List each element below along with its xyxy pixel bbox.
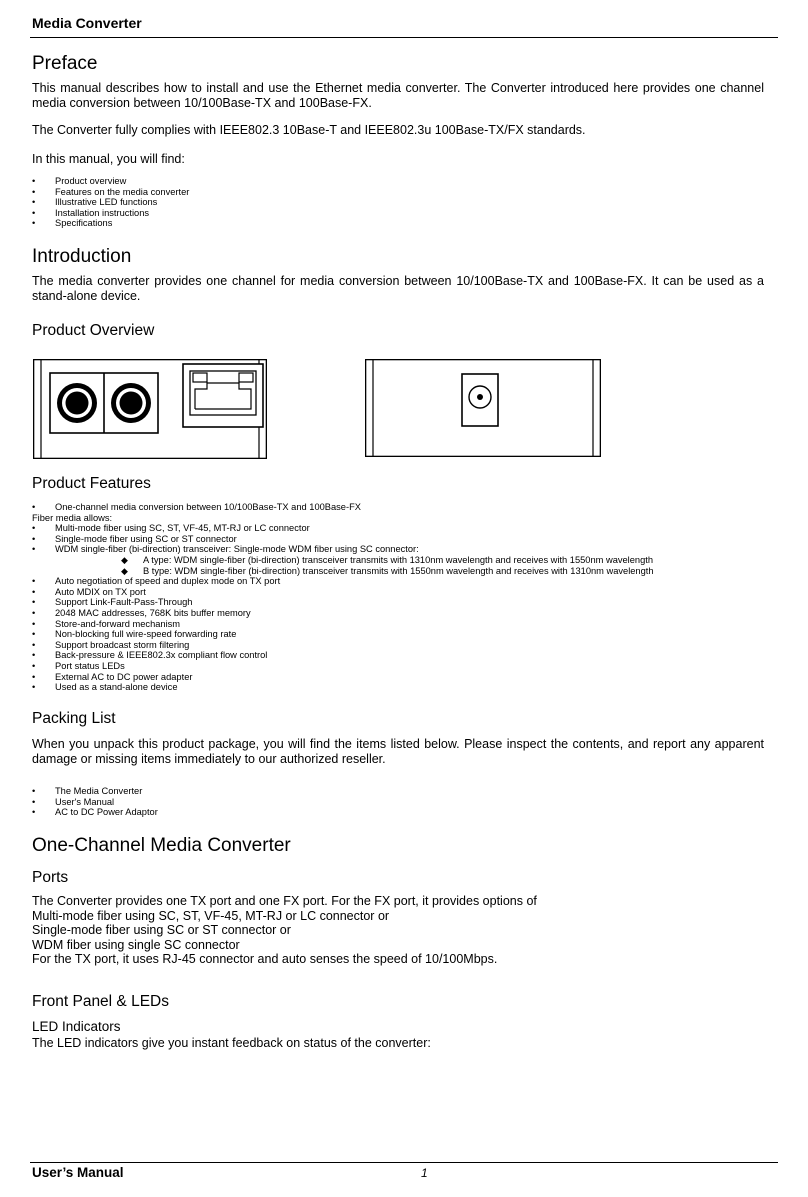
- list-item: • External AC to DC power adapter: [32, 672, 654, 683]
- list-item: • Specifications: [32, 218, 189, 229]
- preface-list: [32, 176, 189, 229]
- list-item: • The Media Converter: [32, 786, 158, 797]
- power-jack-icon: [462, 374, 498, 426]
- one-channel-heading: One-Channel Media Converter: [32, 835, 291, 856]
- list-item: • Features on the media converter: [32, 187, 189, 198]
- list-item: • Auto MDIX on TX port: [32, 587, 654, 598]
- front-panel-illustration: [33, 359, 267, 459]
- led-indicators-subheading: LED Indicators: [32, 1019, 121, 1034]
- packing-list-paragraph: When you unpack this product package, you will find the items listed below. Please inspect the contents, and report any apparent damage or missing items immediately to our authorized reseller.: [32, 737, 764, 766]
- list-item: • Non-blocking full wire-speed forwarding rate: [32, 629, 654, 640]
- list-item: • Product overview: [32, 176, 189, 187]
- packing-items-list: [32, 786, 158, 818]
- preface-paragraph-3: In this manual, you will find:: [32, 152, 185, 166]
- footer-label: User’s Manual: [32, 1165, 124, 1180]
- ports-line: Single-mode fiber using SC or ST connector or: [32, 923, 291, 937]
- list-item: • One-channel media conversion between 10/100Base-TX and 100Base-FX: [32, 502, 654, 513]
- footer-rule: [30, 1162, 778, 1163]
- list-item: • Used as a stand-alone device: [32, 682, 654, 693]
- list-item: ◆ A type: WDM single-fiber (bi-direction) transceiver transmits with 1310nm wavelength and receives with 1550nm wavelength: [32, 555, 654, 566]
- ports-text: [32, 894, 537, 967]
- feature-list: [32, 502, 654, 693]
- ports-line: Multi-mode fiber using SC, ST, VF-45, MT-RJ or LC connector or: [32, 908, 390, 923]
- preface-heading: Preface: [32, 53, 98, 74]
- preface-paragraph-2: The Converter fully complies with IEEE802.3 10Base-T and IEEE802.3u 100Base-TX/FX standards.: [32, 123, 586, 137]
- rear-panel-illustration: [365, 359, 601, 457]
- rj45-port-icon: [183, 364, 263, 427]
- packing-list-heading: Packing List: [32, 710, 116, 727]
- preface-paragraph-1: This manual describes how to install and use the Ethernet media converter. The Converter introduced here provides one channel media conversion between 10/100Base-TX and 100Base-FX.: [32, 81, 764, 110]
- list-item: • Support Link-Fault-Pass-Through: [32, 597, 654, 608]
- list-item: • Installation instructions: [32, 208, 189, 219]
- list-item: • AC to DC Power Adaptor: [32, 807, 158, 818]
- product-overview-heading: Product Overview: [32, 322, 155, 339]
- ports-line: The Converter provides one TX port and one FX port. For the FX port, it provides options of: [32, 894, 537, 908]
- list-item: • Illustrative LED functions: [32, 197, 189, 208]
- ports-line: For the TX port, it uses RJ-45 connector and auto senses the speed of 10/100Mbps.: [32, 952, 498, 966]
- ports-heading: Ports: [32, 869, 69, 886]
- list-item: • Port status LEDs: [32, 661, 654, 672]
- list-item: • Single-mode fiber using SC or ST connector: [32, 534, 654, 545]
- list-item: • 2048 MAC addresses, 768K bits buffer memory: [32, 608, 654, 619]
- list-item: • Support broadcast storm filtering: [32, 640, 654, 651]
- running-header: Media Converter: [32, 15, 142, 31]
- list-item: • User's Manual: [32, 797, 158, 808]
- header-rule: [30, 37, 778, 38]
- ports-line: WDM fiber using single SC connector: [32, 937, 240, 952]
- list-item: Fiber media allows:: [32, 512, 113, 523]
- led-indicators-paragraph: The LED indicators give you instant feedback on status of the converter:: [32, 1036, 431, 1050]
- introduction-heading: Introduction: [32, 246, 132, 267]
- list-item: ◆ B type: WDM single-fiber (bi-direction) transceiver transmits with 1550nm wavelength and receives with 1310nm wavelength: [32, 566, 654, 577]
- list-item: • Auto negotiation of speed and duplex mode on TX port: [32, 576, 654, 587]
- list-item: • Multi-mode fiber using SC, ST, VF-45, MT-RJ or LC connector: [32, 523, 654, 534]
- introduction-paragraph: The media converter provides one channel for media conversion between 10/100Base-TX and 100Base-FX. It can be used as a stand-alone device.: [32, 274, 764, 303]
- page-number: 1: [421, 1166, 428, 1180]
- list-item: • WDM single-fiber (bi-direction) transceiver: Single-mode WDM fiber using SC connector:: [32, 544, 654, 555]
- front-panel-heading: Front Panel & LEDs: [32, 993, 169, 1010]
- fiber-port-icon: [50, 373, 158, 433]
- product-features-heading: Product Features: [32, 475, 151, 492]
- list-item: • Back-pressure & IEEE802.3x compliant flow control: [32, 650, 654, 661]
- list-item: • Store-and-forward mechanism: [32, 619, 654, 630]
